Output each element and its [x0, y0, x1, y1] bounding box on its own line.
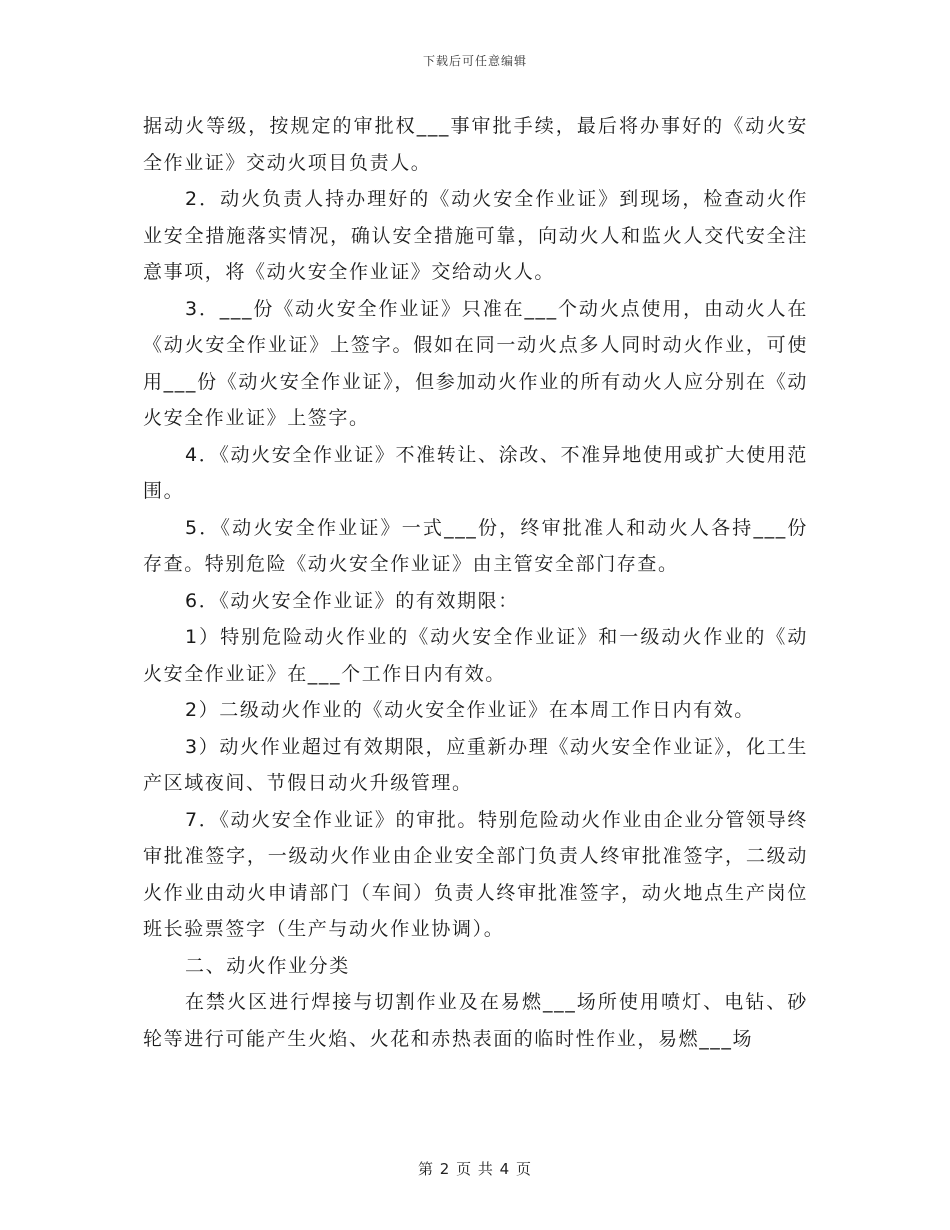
page-header-note: 下载后可任意编辑 — [422, 54, 527, 68]
paragraph-item-2: 2．动火负责人持办理好的《动火安全作业证》到现场，检查动火作业安全措施落实情况，确认安全措施可靠，向动火人和监火人交代安全注意事项，将《动火安全作业证》交给动火人。 — [143, 188, 808, 283]
paragraph-item-5: 5．《动火安全作业证》一式___份，终审批准人和动火人各持___份存查。特别危险《动火安全作业证》由主管安全部门存查。 — [143, 516, 808, 575]
paragraph-subitem-1: 1）特别危险动火作业的《动火安全作业证》和一级动火作业的《动火安全作业证》在___个工作日内有效。 — [143, 626, 808, 685]
section-heading: 二、动火作业分类 — [185, 954, 350, 977]
document-body — [143, 108, 808, 1057]
paragraph-subitem-3: 3）动火作业超过有效期限，应重新办理《动火安全作业证》，化工生产区域夜间、节假日动火升级管理。 — [143, 735, 808, 794]
paragraph-subitem-2: 2）二级动火作业的《动火安全作业证》在本周工作日内有效。 — [185, 699, 755, 721]
paragraph-continuation: 据动火等级，按规定的审批权___事审批手续，最后将办事好的《动火安全作业证》交动火项目负责人。 — [143, 115, 808, 174]
paragraph-item-4: 4．《动火安全作业证》不准转让、涂改、不准异地使用或扩大使用范围。 — [143, 443, 808, 502]
page-number: 第 2 页 共 4 页 — [418, 1160, 532, 1178]
paragraph-item-7: 7．《动火安全作业证》的审批。特别危险动火作业由企业分管领导终审批准签字，一级动火作业由企业安全部门负责人终审批准签字，二级动火作业由动火申请部门（车间）负责人终审批准签字，动火地点生产岗位班长验票签字（生产与动火作业协调）。 — [143, 808, 808, 940]
paragraph-item-6: 6．《动火安全作业证》的有效期限： — [185, 589, 519, 612]
paragraph-classification: 在禁火区进行焊接与切割作业及在易燃___场所使用喷灯、电钻、砂轮等进行可能产生火焰、火花和赤热表面的临时性作业，易燃___场 — [143, 991, 808, 1050]
paragraph-item-3: 3．___份《动火安全作业证》只准在___个动火点使用，由动火人在《动火安全作业证》上签字。假如在同一动火点多人同时动火作业，可使用___份《动火安全作业证》，但参加动火作业的所有动火人应分别在《动火安全作业证》上签字。 — [143, 297, 808, 429]
